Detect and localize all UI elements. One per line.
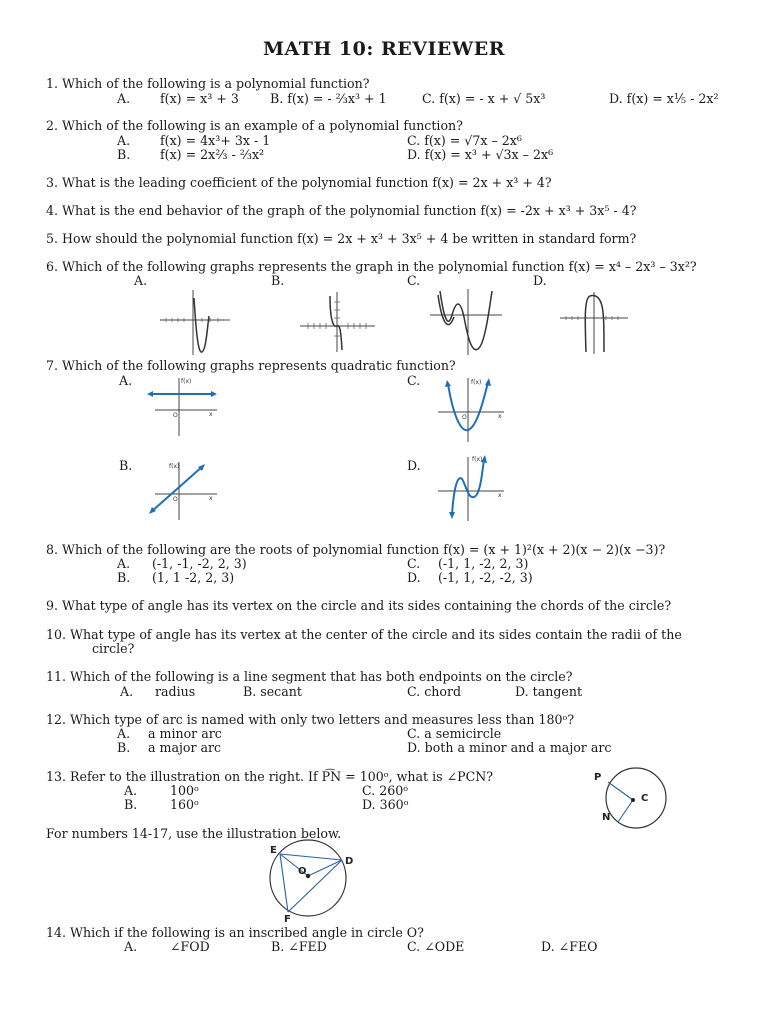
q13-option-c: C. 260ᵒ <box>362 783 409 798</box>
q7-a-x-label: x <box>209 411 213 418</box>
q12-option-c: C. a semicircle <box>407 726 502 741</box>
circle-o-figure <box>258 842 368 925</box>
q2-option-c: C. f(x) = √7x – 2x⁶ <box>407 133 522 148</box>
q13-point-n: N <box>602 812 611 823</box>
q1-option-d: D. f(x) = x⅕ - 2x² <box>609 91 719 106</box>
instruction-14-17: For numbers 14-17, use the illustration below. <box>46 826 342 841</box>
q8-option-c: (-1, 1, -2, 2, 3) <box>438 556 529 571</box>
q13-point-c: C <box>641 793 649 804</box>
fig-point-d: D <box>345 856 354 867</box>
q7-option-c: C. <box>407 373 421 388</box>
q2-option-b-letter: B. <box>117 147 131 162</box>
q7-c-x-label: x <box>498 413 502 420</box>
q2-option-a-letter: A. <box>117 133 131 148</box>
page-title: MATH 10: REVIEWER <box>262 38 505 60</box>
q13-option-d: D. 360ᵒ <box>362 797 409 812</box>
question-10-line-2: circle? <box>92 641 135 656</box>
q7-option-d: D. <box>407 458 421 473</box>
fig-point-o: O <box>298 866 307 877</box>
q7-c-origin-label: O <box>462 414 467 421</box>
q8-option-b: (1, 1 -2, 2, 3) <box>152 570 235 585</box>
q1-option-c: C. f(x) = - x + √ 5x³ <box>422 91 546 106</box>
q13-option-a-letter: A. <box>124 783 138 798</box>
q6-option-c: C. <box>407 273 421 288</box>
question-2: 2. Which of the following is an example of a polynomial function? <box>46 118 463 133</box>
q7-a-origin-label: O <box>173 412 178 419</box>
q6-option-d: D. <box>533 273 547 288</box>
q13-option-a: 100ᵒ <box>170 783 199 798</box>
question-7: 7. Which of the following graphs represents quadratic function? <box>46 358 456 373</box>
question-14: 14. Which if the following is an inscribed angle in circle O? <box>46 925 424 940</box>
q7-b-origin-label: O <box>173 496 178 503</box>
q14-option-b: B. ∠FED <box>271 939 327 954</box>
q7-d-x-label: x <box>498 492 502 499</box>
q11-option-a-letter: A. <box>120 684 134 699</box>
q11-option-b: B. secant <box>243 684 302 699</box>
q6-graph-c <box>430 289 502 355</box>
q14-option-a: ∠FOD <box>170 939 210 954</box>
question-6: 6. Which of the following graphs represents the graph in the polynomial function f(x) = x⁴ – 2x³ – 3x²? <box>46 259 697 274</box>
q12-option-a: a minor arc <box>148 726 222 741</box>
q6-graph-a <box>160 290 230 355</box>
q6-option-b: B. <box>271 273 285 288</box>
q1-option-a-letter: A. <box>117 91 131 106</box>
q11-option-d: D. tangent <box>515 684 583 699</box>
q8-option-d: (-1, 1, -2, -2, 3) <box>438 570 533 585</box>
question-9: 9. What type of angle has its vertex on the circle and its sides containing the chords of the circle? <box>46 598 672 613</box>
question-10-line-1: 10. What type of angle has its vertex at the center of the circle and its sides contain the radii of the <box>46 627 682 642</box>
q11-option-c: C. chord <box>407 684 462 699</box>
q8-option-b-letter: B. <box>117 570 131 585</box>
q12-option-a-letter: A. <box>117 726 131 741</box>
q8-option-a: (-1, -1, -2, 2, 3) <box>152 556 247 571</box>
q7-b-fx-label: f(x) <box>169 463 180 470</box>
q8-option-c-letter: C. <box>407 556 421 571</box>
q2-option-d: D. f(x) = x³ + √3x – 2x⁶ <box>407 147 554 162</box>
q14-option-d: D. ∠FEO <box>541 939 598 954</box>
question-8: 8. Which of the following are the roots of polynomial function f(x) = (x + 1)²(x + 2)(x − 2)(x −3)? <box>46 542 666 557</box>
q13-point-p: P <box>594 772 602 783</box>
q7-option-a: A. <box>119 373 133 388</box>
q14-option-c: C. ∠ODE <box>407 939 465 954</box>
q2-option-a: f(x) = 4x³+ 3x - 1 <box>160 133 271 148</box>
q7-graph-b <box>145 460 220 520</box>
question-3: 3. What is the leading coefficient of the polynomial function f(x) = 2x + x³ + 4? <box>46 175 552 190</box>
q6-graph-b <box>300 292 375 352</box>
q6-option-a: A. <box>134 273 148 288</box>
q11-option-a: radius <box>155 684 196 699</box>
question-11: 11. Which of the following is a line segment that has both endpoints on the circle? <box>46 669 573 684</box>
question-5: 5. How should the polynomial function f(x) = 2x + x³ + 3x⁵ + 4 be written in standard form? <box>46 231 637 246</box>
fig-point-f: F <box>284 914 291 925</box>
q13-option-b: 160ᵒ <box>170 797 199 812</box>
q7-d-fx-label: f(x) <box>472 456 483 463</box>
q7-graph-c <box>432 376 508 442</box>
q1-option-b: B. f(x) = - ⅔x³ + 1 <box>270 91 387 106</box>
q7-b-x-label: x <box>209 495 213 502</box>
question-1: 1. Which of the following is a polynomial function? <box>46 76 370 91</box>
q6-graph-d <box>560 292 628 354</box>
q13-circle-figure <box>590 768 680 828</box>
q12-option-b: a major arc <box>148 740 222 755</box>
q7-a-fx-label: f(x) <box>181 378 192 385</box>
q1-option-a: f(x) = x³ + 3 <box>160 91 239 106</box>
q13-option-b-letter: B. <box>124 797 138 812</box>
question-13: 13. Refer to the illustration on the right. If P͡N = 100ᵒ, what is ∠PCN? <box>46 769 493 784</box>
q7-graph-d <box>432 455 508 521</box>
q2-option-b: f(x) = 2x⅔ - ⅔x² <box>160 147 265 162</box>
q12-option-d: D. both a minor and a major arc <box>407 740 612 755</box>
q8-option-a-letter: A. <box>117 556 131 571</box>
q7-c-fx-label: f(x) <box>471 379 482 386</box>
q7-option-b: B. <box>119 458 133 473</box>
q14-option-a-letter: A. <box>124 939 138 954</box>
question-12: 12. Which type of arc is named with only two letters and measures less than 180ᵒ? <box>46 712 575 727</box>
q8-option-d-letter: D. <box>407 570 421 585</box>
fig-point-e: E <box>270 845 277 856</box>
question-4: 4. What is the end behavior of the graph of the polynomial function f(x) = -2x + x³ + 3x⁵ - 4? <box>46 203 637 218</box>
q12-option-b-letter: B. <box>117 740 131 755</box>
q7-graph-a <box>145 376 220 436</box>
